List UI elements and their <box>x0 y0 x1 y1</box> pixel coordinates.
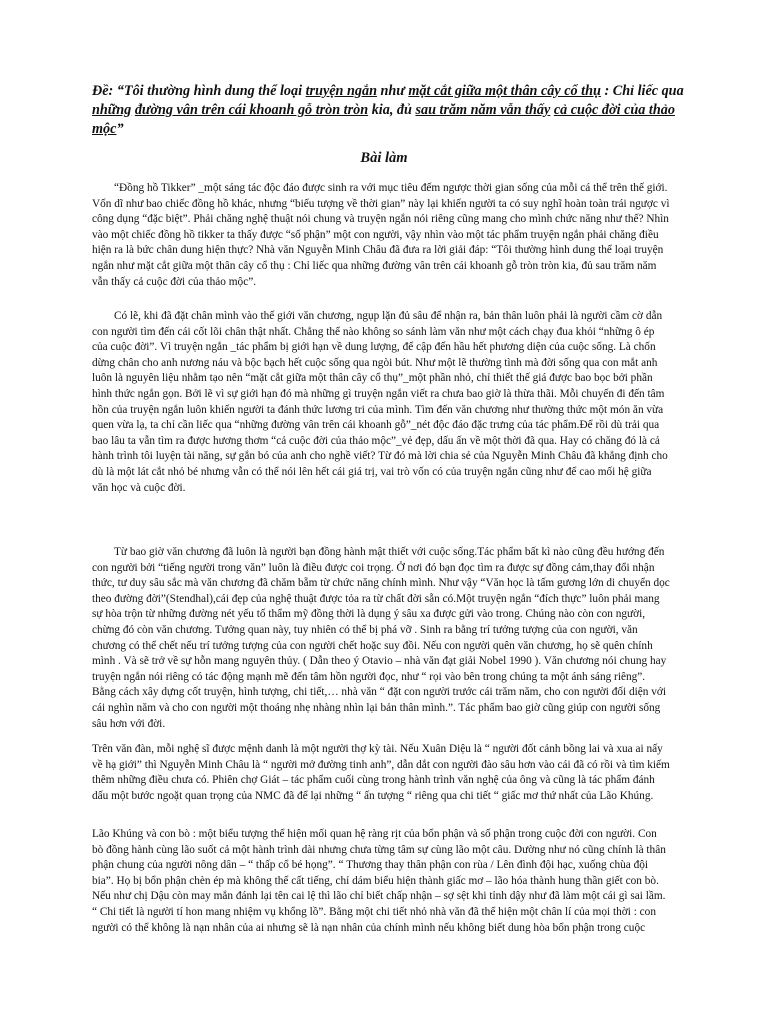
prompt-underlined: sau trăm năm vẫn thấy <box>415 102 551 118</box>
prompt-text: kia, đủ <box>368 102 416 118</box>
prompt-underlined: đường vân trên cái khoanh gỗ tròn tròn <box>134 102 369 118</box>
paragraph-body-4: Lão Khúng và con bò : một biểu tượng thể hiện mối quan hệ ràng rịt của bổn phận và số phận trong cuộc đời con người. Con bò đồng hành cùng lão suốt cả một hành trình dài nhưng chưa từng tâm sự cùng lão một câu. Dường như nó cũng chính là thân phận chung của người nông dân – “ thấp cổ bé họng”. “ Thương thay thân phận con rùa / Lên đình đội hạc, xuống chùa đội bia”. Họ bị bổn phận chèn ép mà không thể cất tiếng, chỉ dám biểu hiện thành giấc mơ – lão hóa thành hung thần giết con bò. Nếu như chị Dậu còn may mắn đánh lại tên cai lệ thì lão chỉ biết chấp nhận – sợ sệt khi tỉnh dậy như đã làm một cái gì sai lầm. “ Chi tiết là người tí hon mang nhiệm vụ khổng lồ”. Bằng một chi tiết nhỏ nhà văn đã thể hiện một chân lí của mọi thời : con người có thể không là nạn nhân của ai nhưng sẽ là nạn nhân của chính mình nếu không biết dung hòa bổn phận trong cuộc <box>92 828 666 934</box>
prompt-underlined: những <box>92 102 132 118</box>
prompt-underlined: truyện ngắn <box>305 83 377 99</box>
prompt-text: Đề: “Tôi thường hình dung thể loại <box>92 83 306 99</box>
prompt-underlined: cả cuộc đời của thảo mộc <box>92 102 675 137</box>
essay-prompt <box>92 82 692 139</box>
prompt-text: như <box>376 83 409 99</box>
paragraph-intro: “Đồng hồ Tikker” _một sáng tác độc đáo được sinh ra với mục tiêu đếm ngược thời gian sống của mỗi cá thể trên thế giới. Vốn dĩ như bao chiếc đồng hồ khác, nhưng “biểu tượng về thời gian” này lại khiến người ta có suy nghĩ hoàn toàn trái ngược vì công dụng “đặc biệt”. Phải chăng nghệ thuật nói chung và truyện ngắn nói riêng cũng mang cho mình chức năng như thế? Nhìn vào một chiếc đồng hồ tikker ta thấy được “số phận” một con người, vậy nhìn vào một tác phẩm truyện ngắn phải chăng điều hiện ra là bức chân dung hiện thực? Nhà văn Nguyễn Minh Châu đã đưa ra lời giải đáp: “Tôi thường hình dung thể loại truyện ngắn như mặt cắt giữa một thân cây cổ thụ : Chỉ liếc qua những đường vân trên cái khoanh gỗ tròn tròn kia, đủ sau trăm năm vẫn thấy cả cuộc đời của thảo mộc”. <box>92 182 670 288</box>
paragraph-body-3: Trên văn đàn, mỗi nghệ sĩ được mệnh danh là một người thợ kỳ tài. Nếu Xuân Diệu là “ người đốt cảnh bồng lai và xua ai nấy về hạ giới” thì Nguyễn Minh Châu là “ người mở đường tinh anh”, dẫn dắt con người đào sâu hơn vào cái đã có rồi và tìm kiếm thêm những điều chưa có. Phiên chợ Giát – tác phẩm cuối cùng trong hành trình văn nghệ của ông và cũng là tác phẩm đánh dấu một bước ngoặt quan trọng của NMC đã để lại những “ ấn tượng “ riêng qua chi tiết “ giấc mơ thứ nhất của Lão Khúng. <box>92 743 670 802</box>
section-heading: Bài làm <box>360 150 408 166</box>
paragraph-body-2: Từ bao giờ văn chương đã luôn là người bạn đồng hành mật thiết với cuộc sống.Tác phẩm bất kì nào cũng đều hướng đến con người bởi “tiếng người trong văn” luôn là điều được coi trọng. Ở nơi đó bạn đọc tìm ra được sự đồng cảm,thay đổi nhận thức, tư duy sâu sắc mà văn chương đã chăm bẵm từ chức năng chính mình. Như vậy “Văn học là tấm gương lớn di chuyển dọc theo đường đời”(Stendhal),cái đẹp của nghệ thuật được tỏa ra từ chất đời sẵn có.Một truyện ngắn “đích thực” luôn phải mang sự hòa trộn từ những đường nét yếu tố thẩm mỹ đồng thời là dụng ý sâu xa được gửi vào trong. Chúng nào còn con người, chừng đó còn văn chương. Tưởng quan này, tuy nhiên có thể bị phá vỡ . Sinh ra bằng trí tưởng tượng của con người, văn chương có thể chết nếu trí tưởng tượng của con người chết hoặc suy đồi. Nếu con người quên văn chương, họ sẽ quên chính mình . Và sẽ trở về sự hỗn mang nguyên thủy. ( Dẫn theo ý Otavio – nhà văn đạt giải Nobel 1990 ). Văn chương nói chung hay truyện ngắn nói riêng có tác động mạnh mẽ đến tâm hồn người đọc, như “ rọi vào bên trong chúng ta một ánh sáng riêng”. Bằng cách xây dựng cốt truyện, hình tượng, chi tiết,… nhà văn “ đặt con người trước cái trăm năm, cho con người đối diện với cái nghìn năm và cho con người một thoáng nhẹ nhàng nhìn lại bản thân mình.”. Tác phẩm bao giờ cũng giúp con người sống sâu hơn với đời. <box>92 546 670 730</box>
prompt-text: : Chỉ liếc qua <box>600 83 684 99</box>
prompt-text: ” <box>116 121 124 137</box>
prompt-underlined: mặt cắt giữa một thân cây cổ thụ <box>408 83 601 99</box>
paragraph-body-1: Có lẽ, khi đã đặt chân mình vào thế giới văn chương, ngụp lặn đủ sâu để nhận ra, bản thân luôn phải là người cầm cờ dẫn con người tìm đến cái cốt lõi chân thật nhất. Chẳng thể nào không so sánh làm văn như một cách chạy đua khỏi “những ô ép của cuộc đời”. Vì truyện ngắn _tác phẩm bị giới hạn về dung lượng, để cập đến hầu hết phương diện của cuộc sống. Là chốn dừng chân cho anh nương náu và bộc bạch hết cuộc sống qua ngòi bút. Như một lẽ thường tình mà đời sống qua con mắt anh luôn là nguyên liệu nhằm tạo nên “mặt cắt giữa một thân cây cổ thụ”_một phần nhỏ, chỉ thiết thế giá được bao bọc bởi phần hình thức ngắn gọn. Bởi lẽ vì sự giới hạn đó mà những gì truyện ngắn viết ra chưa bao giờ là thừa thãi. Mỗi chuyến đi đến tâm hồn của truyện ngắn luôn khiến người ta đánh thức lương tri của mình. Tìm đến văn chương như thường thức một món ăn vừa quen vừa lạ, ta chỉ cần liếc qua “những đường vân trên cái khoanh gỗ”_nét độc đáo đặc trưng của tác phẩm.Để rồi dù trải qua bao lâu ta vẫn tìm ra được hương thơm “cả cuộc đời của thảo mộc”_vẻ đẹp, dấu ấn về một thời đã qua. Hay có chăng đó là cả hành trình tôi luyện tài năng, sự gắn bó của anh cho nghề viết? Từ đó mà lời chia sẻ của Nguyễn Minh Châu đã khẳng định cho dù là một lát cắt nhỏ bé nhưng vẫn có thể nói lên hết cái giá trị, vai trò vốn có của truyện ngắn cũng như để cao mối hệ giữa văn học và cuộc đời. <box>92 310 668 494</box>
